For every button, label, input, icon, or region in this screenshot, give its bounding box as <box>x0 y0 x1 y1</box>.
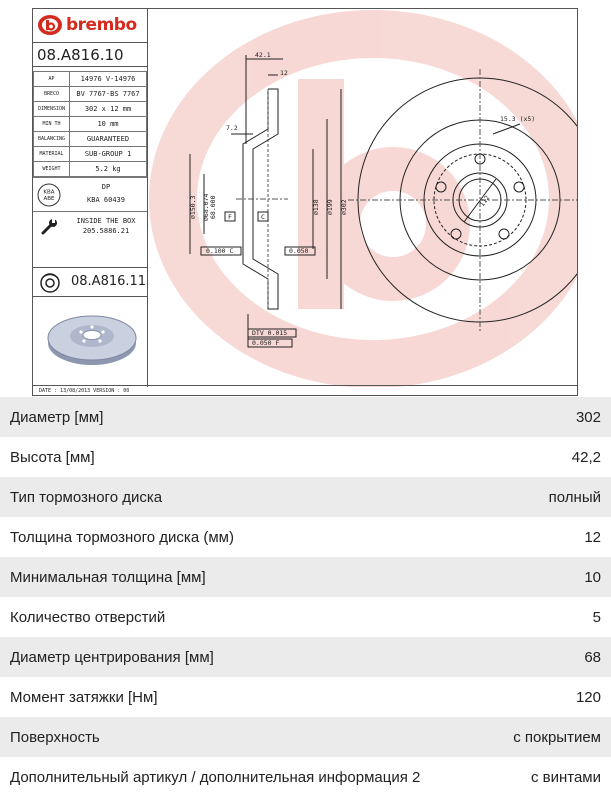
specs-table-row <box>0 677 611 717</box>
spec-key: DIMENSION <box>34 102 70 117</box>
spec-label: Диаметр [мм] <box>10 408 104 426</box>
dim-dtv: DTV 0.015 <box>252 329 288 337</box>
spec-key: MIN TH <box>34 117 70 132</box>
technical-drawing <box>32 8 578 396</box>
spec-row <box>34 132 147 147</box>
spec-value: GUARANTEED <box>70 132 147 147</box>
dim-tol-2: 0.050 <box>289 247 309 255</box>
brembo-logo <box>37 12 137 38</box>
dim-flat: 0.050 F <box>252 339 280 347</box>
spec-value: 5 <box>592 608 601 626</box>
spec-row <box>34 102 147 117</box>
spec-value: SUB-GROUP 1 <box>70 147 147 162</box>
spec-row <box>34 162 147 177</box>
spec-panel <box>33 9 148 387</box>
svg-text:ABE: ABE <box>43 196 55 202</box>
brembo-watermark <box>173 34 573 364</box>
dim-height: 42.1 <box>255 51 271 59</box>
spec-value: полный <box>548 488 601 506</box>
dim-holes: 15.3 (x5) <box>500 115 536 123</box>
disc-rotation-icon <box>39 272 61 294</box>
specs-table-row <box>0 637 611 677</box>
spec-label: Количество отверстий <box>10 608 166 626</box>
label-c: C <box>261 213 265 221</box>
specs-table-row <box>0 597 611 637</box>
spec-value: 302 x 12 mm <box>70 102 147 117</box>
kba-line-1: DP <box>101 183 111 191</box>
dim-d150: ∅150.3 <box>189 195 197 219</box>
specs-table-row <box>0 517 611 557</box>
spec-label: Поверхность <box>10 728 100 746</box>
specs-table-row <box>0 397 611 437</box>
brand-name: brembo <box>66 15 137 35</box>
spec-value: 12 <box>584 528 601 546</box>
spec-list <box>33 71 147 177</box>
spec-value: 14976 V-14976 <box>70 72 147 87</box>
spec-value: 120 <box>575 688 601 706</box>
spec-key: WEIGHT <box>34 162 70 177</box>
spec-value: с винтами <box>530 768 601 786</box>
spec-value: 5.2 kg <box>70 162 147 177</box>
spec-key: BRECO <box>34 87 70 102</box>
kba-badge-icon <box>35 182 63 208</box>
alt-part-number: 08.A816.11 <box>71 274 147 289</box>
spec-key: AP <box>34 72 70 87</box>
part-number: 08.A816.10 <box>33 42 147 67</box>
kba-line-2: KBA 60439 <box>87 196 125 204</box>
spec-value: 302 <box>575 408 601 426</box>
dim-d68a: ∅68.074 <box>202 193 210 221</box>
spec-value: с покрытием <box>513 728 601 746</box>
wrench-icon <box>35 215 63 239</box>
dim-pcd: 112 <box>478 193 492 209</box>
spec-row <box>34 147 147 162</box>
spec-value: BV 7767-BS 7767 <box>70 87 147 102</box>
spec-row <box>34 117 147 132</box>
spec-label: Тип тормозного диска <box>10 488 163 506</box>
spec-value: 10 mm <box>70 117 147 132</box>
dim-tol-1: 0.100 C <box>206 247 234 255</box>
spec-row <box>34 72 147 87</box>
spec-label: Толщина тормозного диска (мм) <box>10 528 234 546</box>
dim-thickness: 12 <box>280 69 288 77</box>
alt-part-row <box>33 267 147 297</box>
svg-text:KBA: KBA <box>43 189 55 196</box>
dim-d138: ∅138 <box>312 199 320 215</box>
disc-photo <box>43 307 141 371</box>
inside-box-row <box>33 211 147 241</box>
specs-table-row <box>0 757 611 797</box>
specs-table-row <box>0 477 611 517</box>
dim-d68b: 68.000 <box>209 195 217 219</box>
dim-d199: ∅199 <box>326 199 334 215</box>
spec-value: 10 <box>584 568 601 586</box>
spec-label: Диаметр центрирования [мм] <box>10 648 214 666</box>
inside-box-line-1: INSIDE THE BOX <box>76 217 136 225</box>
spec-row <box>34 87 147 102</box>
specs-table-row <box>0 437 611 477</box>
dim-offset: 7.2 <box>226 124 238 132</box>
spec-label: Высота [мм] <box>10 448 95 466</box>
specs-table-row <box>0 717 611 757</box>
kba-row <box>33 177 147 211</box>
specs-table <box>0 397 611 797</box>
disc-drawing <box>148 9 578 387</box>
dim-d302: ∅302 <box>340 199 348 215</box>
spec-label: Дополнительный артикул / дополнительная информация 2 <box>10 768 421 786</box>
spec-value: 68 <box>584 648 601 666</box>
spec-key: MATERIAL <box>34 147 70 162</box>
spec-value: 42,2 <box>571 448 601 466</box>
spec-key: BALANCING <box>34 132 70 147</box>
date-line: DATE : 13/08/2013 VERSION : 00 <box>33 385 577 395</box>
inside-box-line-2: 205.5886.21 <box>82 227 130 235</box>
specs-table-row <box>0 557 611 597</box>
spec-label: Минимальная толщина [мм] <box>10 568 206 586</box>
label-f: F <box>228 213 232 221</box>
spec-label: Момент затяжки [Нм] <box>10 688 158 706</box>
brembo-logo-icon <box>37 14 63 36</box>
